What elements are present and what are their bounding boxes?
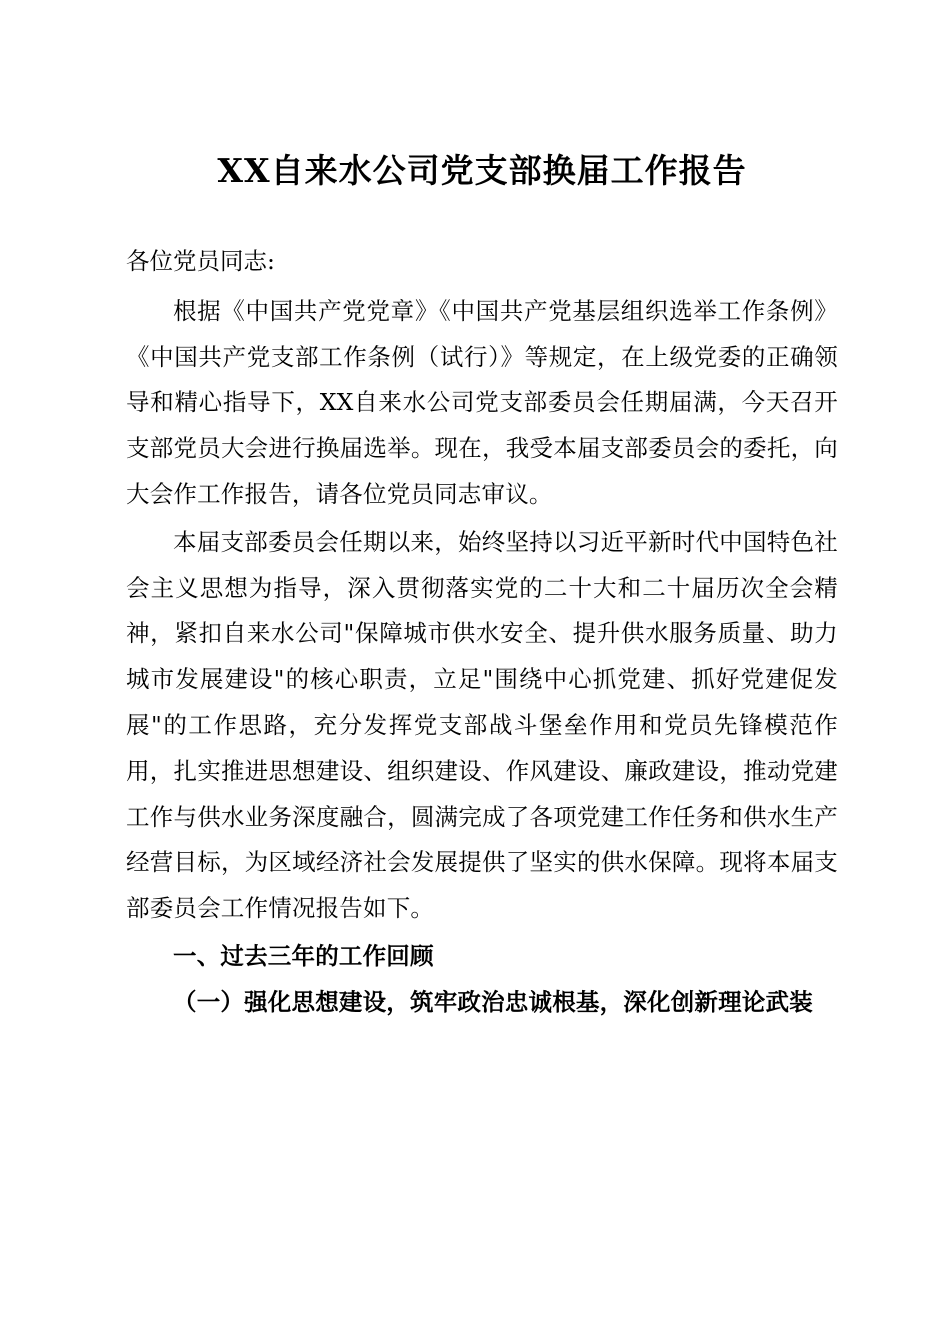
section-heading-level1: 一、过去三年的工作回顾 [173,942,434,971]
salutation: 各位党员同志: [126,246,275,275]
section-heading-level2: （一）强化思想建设，筑牢政治忠诚根基，深化创新理论武装 [173,987,813,1016]
body-paragraph-2: 本届支部委员会任期以来，始终坚持以习近平新时代中国特色社会主义思想为指导，深入贯彻落实党的二十大和二十届历次全会精神，紧扣自来水公司"保障城市供水安全、提升供水服务质量、助力城市发展建设"的核心职责，立足"围绕中心抓党建、抓好党建促发展"的工作思路，充分发挥党支部战斗堡垒作用和党员先锋模范作用，扎实推进思想建设、组织建设、作风建设、廉政建设，推动党建工作与供水业务深度融合，圆满完成了各项党建工作任务和供水生产经营目标，为区域经济社会发展提供了坚实的供水保障。现将本届支部委员会工作情况报告如下。 [126,527,838,923]
body-paragraph-1: 根据《中国共产党党章》《中国共产党基层组织选举工作条例》《中国共产党支部工作条例（试行）》等规定，在上级党委的正确领导和精心指导下，XX自来水公司党支部委员会任期届满，今天召开支部党员大会进行换届选举。现在，我受本届支部委员会的委托，向大会作工作报告，请各位党员同志审议。 [126,296,838,508]
page-title: XX自来水公司党支部换届工作报告 [217,151,747,190]
